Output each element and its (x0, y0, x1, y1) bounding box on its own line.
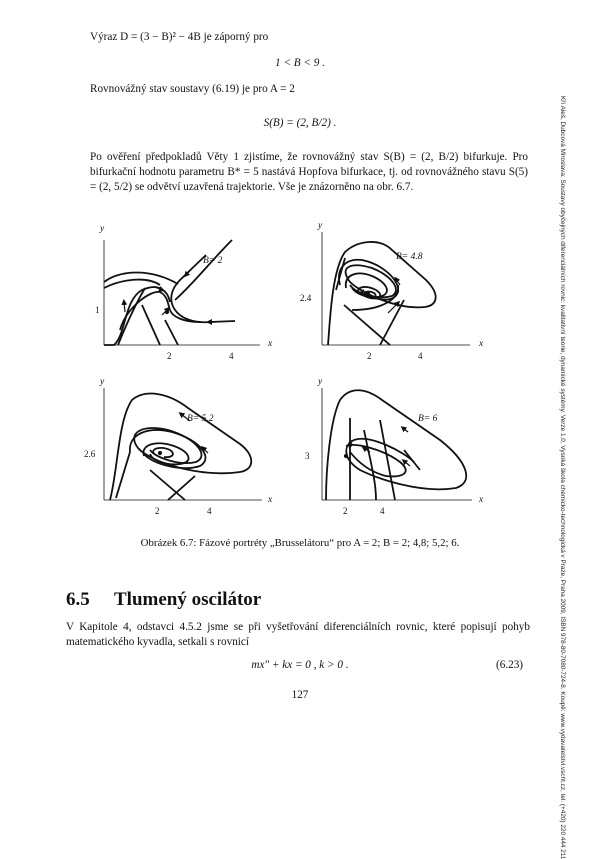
paragraph-oscillator: V Kapitole 4, odstavci 4.5.2 jsme se při vyšetřování diferenciálních rovnic, které popisují pohyb matematického kyvadla, setkali s rovnicí (66, 621, 530, 648)
panel1-x-axis-label: x (268, 339, 273, 349)
panel1-xtick-1: 2 (167, 351, 172, 361)
panel2-y-axis-label: y (318, 221, 323, 231)
equation-3: mx″ + kx = 0 , k > 0 . (251, 659, 349, 671)
panel4-b-label: B= 6 (418, 414, 438, 424)
section-title: Tlumený oscilátor (114, 589, 262, 610)
panel2-xtick-1: 2 (367, 351, 372, 361)
panel3-xtick-2: 4 (207, 506, 212, 516)
panel4-x-axis-label: x (479, 495, 484, 505)
paragraph-bifurcation: Po ověření předpokladů Věty 1 zjistíme, že rovnovážný stav S(B) = (2, B/2) bifurkuje. Pro bifurkační hodnotu parametru B* = 5 nastává Hopfova bifurkace, tj. od rovnovážného stavu S(5) = (2, 5/2) se odvětví uzavřená trajektorie. Vše je znázorněno na obr. 6.7. (90, 151, 528, 193)
section-number: 6.5 (66, 589, 90, 610)
equation-2: S(B) = (2, B/2) . (263, 117, 337, 129)
panel1-b-label: B= 2 (203, 256, 223, 266)
intro-line: Výraz D = (3 − B)² − 4B je záporný pro (90, 31, 269, 43)
equation-1: 1 < B < 9 . (275, 57, 325, 69)
panel4-ytick: 3 (305, 451, 310, 461)
panel-b48 (322, 232, 470, 345)
panel-b2 (104, 240, 260, 345)
panel3-ytick: 2.6 (84, 449, 96, 459)
figure-caption: Obrázek 6.7: Fázové portréty „Brusselátoru“ pro A = 2; B = 2; 4,8; 5,2; 6. (140, 537, 460, 549)
panel2-xtick-2: 4 (418, 351, 423, 361)
panel3-y-axis-label: y (100, 377, 105, 387)
panel-b52 (104, 388, 262, 500)
page-number: 127 (291, 689, 309, 701)
panel4-y-axis-label: y (318, 377, 323, 387)
panel3-xtick-1: 2 (155, 506, 160, 516)
panel2-b-label: B= 4.8 (396, 252, 423, 262)
panel3-b-label: B= 5.2 (187, 414, 214, 424)
equilibrium-line: Rovnovážný stav soustavy (6.19) je pro A = 2 (90, 83, 295, 95)
side-citation: Kří Aleš, Dubcová Miroslava: Soustavy obyčejných diferenciálních rovnic: kvalitativní teorie, dynamické systémy. Verze 1.0, Vysoká škola chemicko-technologická v Praze, Praha 2009, ISBN 978-80-7080-724-8. Koupě: www.vydavatelstvi.vscht.cz, tel. (+420) 220 444 211 (559, 96, 566, 859)
panel1-ytick: 1 (95, 305, 100, 315)
panel1-xtick-2: 4 (229, 351, 234, 361)
section-heading (66, 589, 261, 611)
panel1-y-axis-label: y (100, 224, 105, 234)
panel3-x-axis-label: x (268, 495, 273, 505)
panel2-ytick: 2.4 (300, 293, 312, 303)
equation-3-number: (6.23) (496, 659, 524, 671)
panel-b6 (322, 388, 472, 500)
panel2-x-axis-label: x (479, 339, 484, 349)
panel4-xtick-2: 4 (380, 506, 385, 516)
panel4-xtick-1: 2 (343, 506, 348, 516)
